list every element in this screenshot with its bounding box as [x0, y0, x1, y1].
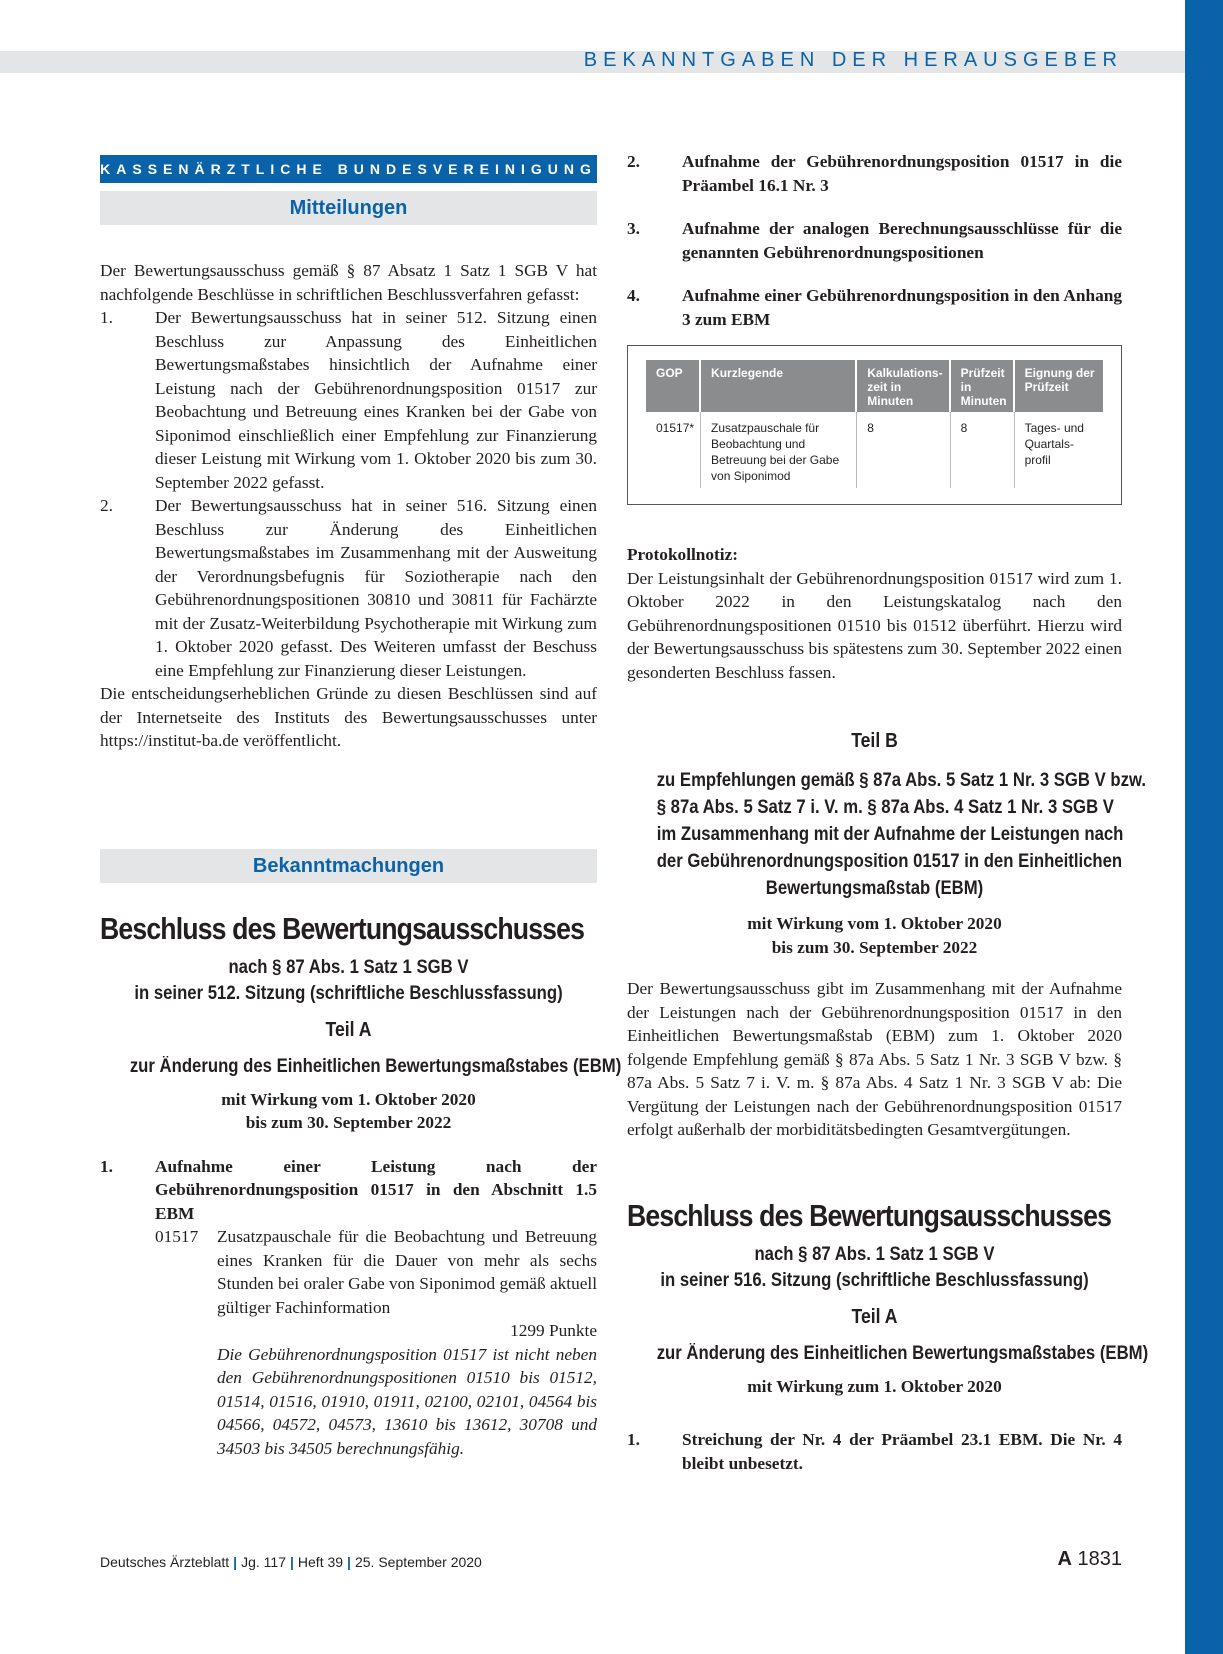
organization-bar: KASSENÄRZTLICHE BUNDESVEREINIGUNG	[100, 155, 597, 183]
footer-separator: |	[289, 1554, 294, 1570]
mitteilungen-heading: Mitteilungen	[100, 191, 597, 225]
ebm-change-list-2	[627, 1428, 1122, 1475]
table-header-cell: Prüfzeit in Minuten	[951, 360, 1015, 412]
teil-a-2-heading: Teil A	[851, 1305, 898, 1328]
list-item	[627, 1428, 1122, 1475]
list-item-text: Aufnahme einer Leistung nach der Gebührenordnungsposition 01517 in den Abschnitt 1.5 EBM	[155, 1156, 597, 1223]
beschluss-subtitle-1: nach § 87 Abs. 1 Satz 1 SGB V	[228, 956, 469, 978]
gop-note: Die Gebührenordnungsposition 01517 ist nicht neben den Gebührenordnungspositionen 01510 bis 01512, 01514, 01516, 01910, 01911, 02100, 02101, 04564 bis 04566, 04572, 04573, 13610 bis 13612, 30708 und 34503 bis 34505 berechnungsfähig.	[217, 1344, 597, 1458]
decision-list	[100, 306, 597, 682]
beschluss-title: Beschluss des Bewertungsausschusses	[100, 910, 585, 946]
list-item-text: Streichung der Nr. 4 der Präambel 23.1 EBM. Die Nr. 4 bleibt unbesetzt.	[682, 1430, 1122, 1473]
table-cell: Tages- und Quartals-profil	[1024, 421, 1084, 467]
list-item-number: 1.	[100, 308, 113, 327]
wirkung-line-2: bis zum 30. September 2022	[245, 1113, 452, 1132]
beschluss-2-subtitle-2: in seiner 516. Sitzung (schriftliche Beschlussfassung)	[660, 1269, 1089, 1291]
table-row	[646, 412, 1103, 488]
teil-a-heading: Teil A	[325, 1018, 372, 1041]
list-item-number: 3.	[627, 219, 640, 238]
wirkung-2-line: mit Wirkung zum 1. Oktober 2020	[747, 1376, 1002, 1396]
gop-description: Zusatzpauschale für die Beobachtung und Betreuung eines Kranken für die Dauer von mehr als sechs Stunden bei oraler Gabe von Siponimod gemäß aktuell gültiger Fachinformation	[217, 1227, 597, 1317]
list-item	[627, 217, 1122, 264]
table-header-cell: Kalkulations-zeit in Minuten	[857, 360, 950, 412]
ebm-table	[646, 360, 1103, 488]
teil-b-paragraph: Der Bewertungsausschuss gibt im Zusammenhang mit der Aufnahme der Leistungen nach der Gebührenordnungsposition 01517 in den Einheitlichen Bewertungsmaßstab (EBM) zum 1. Oktober 2020 folgende Empfehlung gemäß § 87a Abs. 5 Satz 1 Nr. 3 SGB V bzw. § 87a Abs. 5 Satz 7 i. V. m. § 87a Abs. 4 Satz 1 Nr. 3 SGB V ab: Die Vergütung der Leistungen nach der Gebührenordnungsposition 01517 erfolgt außerhalb der morbiditätsbedingten Gesamtvergütungen.	[627, 979, 1122, 1139]
left-column	[100, 155, 622, 1460]
list-item-number: 1.	[100, 1156, 113, 1176]
teil-a-title: zur Änderung des Einheitlichen Bewertungsmaßstabes (EBM)	[129, 1055, 622, 1077]
beschluss-subtitle-2: in seiner 512. Sitzung (schriftliche Beschlussfassung)	[134, 982, 563, 1004]
table-header-row	[646, 360, 1103, 412]
page-number-value: 1831	[1077, 1548, 1122, 1570]
table-frame	[627, 345, 1122, 505]
outro-paragraph: Die entscheidungserheblichen Gründe zu diesen Beschlüssen sind auf der Internetseite des Instituts des Bewertungsausschusses unter https://institut-ba.de veröffentlicht.	[100, 684, 597, 750]
teil-b-title-line: Bewertungsmaßstab (EBM)	[765, 878, 984, 899]
teil-b-title	[627, 767, 1147, 902]
list-item	[627, 284, 1122, 331]
table-cell: 01517*	[646, 412, 701, 488]
list-item	[627, 150, 1122, 197]
teil-a-2-title: zur Änderung des Einheitlichen Bewertungsmaßstabes (EBM)	[656, 1342, 1149, 1364]
teil-b-heading: Teil B	[851, 730, 898, 752]
wirkung-line-1: mit Wirkung vom 1. Oktober 2020	[221, 1089, 476, 1109]
section-title: BEKANNTGABEN DER HERAUSGEBER	[583, 49, 1123, 71]
protokoll-heading: Protokollnotiz:	[627, 545, 739, 564]
teil-b-wirkung-1: mit Wirkung vom 1. Oktober 2020	[747, 914, 1002, 933]
page-prefix: A	[1057, 1548, 1072, 1570]
teil-b-title-line: § 87a Abs. 5 Satz 7 i. V. m. § 87a Abs. 4 Satz 1 Nr. 3 SGB V	[656, 797, 1114, 818]
gop-points: 1299 Punkte	[510, 1321, 597, 1340]
right-column	[627, 150, 1149, 1475]
page-footer	[100, 1548, 1122, 1570]
table-header-cell: Kurzlegende	[701, 360, 857, 412]
footer-separator: |	[347, 1554, 351, 1570]
beschluss-2-subtitle-1: nach § 87 Abs. 1 Satz 1 SGB V	[754, 1243, 995, 1265]
list-item-number: 2.	[100, 496, 113, 515]
teil-b-title-line: der Gebührenordnungsposition 01517 in den Einheitlichen	[656, 851, 1123, 872]
teil-b-wirkung-2: bis zum 30. September 2022	[771, 937, 978, 957]
footer-separator: |	[233, 1554, 238, 1570]
page-number	[1057, 1548, 1122, 1571]
list-item-text: Aufnahme der analogen Berechnungsausschlüsse für die genannten Gebührenordnungspositionen	[682, 219, 1122, 262]
list-item-number: 4.	[627, 286, 640, 305]
list-item-number: 1.	[627, 1430, 640, 1449]
journal-name: Deutsches Ärzteblatt	[100, 1554, 230, 1570]
list-item-number: 2.	[627, 152, 640, 171]
journal-issue: Heft 39	[297, 1554, 344, 1570]
journal-volume: Jg. 117	[241, 1554, 286, 1570]
intro-paragraph: Der Bewertungsausschuss gemäß § 87 Absatz 1 Satz 1 SGB V hat nachfolgende Beschlüsse in schriftlichen Beschlussverfahren gefasst:	[100, 261, 597, 304]
teil-b-title-line: zu Empfehlungen gemäß § 87a Abs. 5 Satz 1 Nr. 3 SGB V bzw.	[656, 770, 1147, 791]
table-header-cell: GOP	[646, 360, 701, 412]
list-item-text: Der Bewertungsausschuss hat in seiner 516. Sitzung einen Beschluss zur Änderung des Einheitlichen Bewertungsmaßstabes im Zusammenhang mit der Ausweitung der Verordnungsbefugnis für Soziotherapie nach den Gebührenordnungspositionen 30810 und 30811 für Fachärzte mit der Zusatz-Weiterbildung Psychotherapie mit Wirkung zum 1. Oktober 2020 gefasst. Des Weiteren umfasst der Beschuss eine Empfehlung zur Finanzierung dieser Leistungen.	[155, 496, 597, 680]
ebm-change-list	[100, 1155, 597, 1461]
table-cell: 8	[857, 412, 950, 488]
list-item-text: Aufnahme einer Gebührenordnungsposition in den Anhang 3 zum EBM	[682, 286, 1122, 329]
teil-b-title-line: im Zusammenhang mit der Aufnahme der Leistungen nach	[656, 824, 1124, 845]
table-cell: Zusatzpauschale für Beobachtung und Betreuung bei der Gabe von Siponimod	[701, 412, 857, 488]
table-header-cell: Eignung der Prüfzeit	[1015, 360, 1103, 412]
list-item	[100, 306, 597, 494]
publication-date: 25. September 2020	[354, 1554, 482, 1570]
list-item-text: Aufnahme der Gebührenordnungsposition 01517 in die Präambel 16.1 Nr. 3	[682, 152, 1122, 195]
bekanntmachungen-heading: Bekanntmachungen	[100, 849, 597, 883]
list-item-text: Der Bewertungsausschuss hat in seiner 512. Sitzung einen Beschluss zur Anpassung des Einheitlichen Bewertungsmaßstabes hinsichtlich der Aufnahme einer Leistung nach der Gebührenordnungsposition 01517 zur Beobachtung und Betreuung eines Kranken bei der Gabe von Siponimod einschließlich einer Empfehlung zur Finanzierung dieser Leistung mit Wirkung vom 1. Oktober 2020 bis zum 30. September 2022 gefasst.	[155, 308, 597, 492]
gop-entry	[155, 1225, 597, 1460]
gop-body	[217, 1225, 597, 1460]
list-item	[100, 494, 597, 682]
side-color-bar	[1185, 0, 1223, 1654]
table-cell: 8	[951, 412, 1015, 488]
right-list	[627, 150, 1122, 331]
beschluss-2-title: Beschluss des Bewertungsausschusses	[627, 1197, 1112, 1233]
protokoll-text: Der Leistungsinhalt der Gebührenordnungsposition 01517 wird zum 1. Oktober 2022 in den Leistungskatalog nach den Gebührenordnungspositionen 01510 bis 01512 überführt. Hierzu wird der Bewertungsausschuss bis spätestens zum 30. September 2022 einen gesonderten Beschluss fassen.	[627, 568, 1122, 682]
list-item	[100, 1155, 597, 1226]
gop-code: 01517	[155, 1227, 199, 1246]
